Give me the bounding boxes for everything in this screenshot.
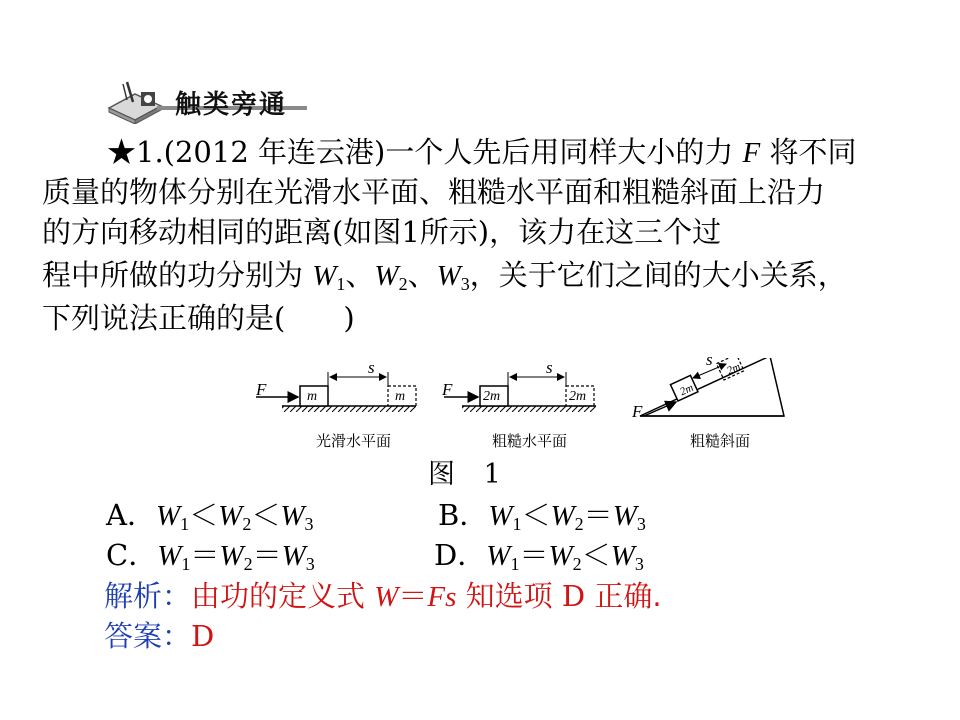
work-symbol: W — [312, 260, 337, 292]
force-symbol: F — [742, 137, 761, 169]
subscript: 2 — [243, 554, 253, 574]
question-line-2: 质量的物体分别在光滑水平面、粗糙水平面和粗糙斜面上沿力 — [42, 175, 826, 209]
answer-value: D — [191, 619, 215, 653]
analysis-label: 解析： — [104, 579, 192, 613]
figure-diagram — [248, 350, 788, 450]
analysis-choice: D — [561, 579, 586, 613]
force-label: F — [442, 380, 453, 399]
subscript: 2 — [574, 514, 584, 534]
work-symbol: W — [610, 540, 635, 572]
figure-label: 图 1 — [428, 459, 511, 490]
work-symbol: W — [486, 540, 511, 572]
question-line-5: 下列说法正确的是( ) — [42, 301, 355, 335]
work-symbol: W — [155, 500, 181, 532]
work-symbol: W — [612, 500, 637, 532]
notebook-icon — [105, 78, 165, 124]
option-letter: A． — [106, 498, 156, 532]
question-line-1 — [107, 132, 856, 173]
question-line-3: 的方向移动相同的距离(如图1所示)，该力在这三个过 — [42, 215, 722, 249]
mass-label: 2m — [483, 389, 501, 404]
mass-label: m — [307, 389, 318, 404]
relation: ＜ — [581, 538, 611, 572]
relation: ＝ — [519, 538, 549, 572]
question-line-4 — [42, 255, 847, 304]
work-symbol: W — [374, 260, 399, 292]
panel-caption: 粗糙斜面 — [690, 432, 751, 450]
formula-symbol: Fs — [427, 581, 457, 613]
subscript: 2 — [398, 274, 408, 294]
force-label: F — [632, 402, 643, 421]
relation: ＜ — [521, 498, 551, 532]
subscript: 3 — [636, 514, 646, 534]
work-symbol: W — [436, 260, 461, 292]
relation: ＝ — [190, 538, 220, 572]
subscript: 1 — [336, 274, 346, 294]
analysis-text: 正确. — [585, 579, 662, 613]
question-text: 程中所做的功分别为 — [42, 258, 313, 292]
mass-label: m — [395, 389, 406, 404]
question-text: 将不同 — [760, 135, 857, 169]
subscript: 3 — [634, 554, 644, 574]
force-label: F — [256, 380, 267, 399]
option-letter: C． — [106, 538, 158, 572]
subscript: 1 — [510, 554, 520, 574]
analysis-text: 知选项 — [456, 579, 562, 613]
work-symbol: W — [219, 540, 244, 572]
relation: ＝ — [583, 498, 613, 532]
section-title: 触类旁通 — [175, 90, 288, 120]
answer-line — [104, 616, 214, 656]
relation: ＜ — [251, 498, 281, 532]
subscript: 1 — [181, 554, 191, 574]
relation: ＜ — [189, 498, 219, 532]
option-letter: B． — [438, 498, 489, 532]
distance-label: s — [546, 358, 553, 377]
subscript: 2 — [242, 514, 252, 534]
subscript: 3 — [460, 274, 470, 294]
mass-label: 2m — [569, 389, 587, 404]
subscript: 1 — [512, 514, 522, 534]
mass-label: 2m — [725, 360, 743, 378]
section-badge — [105, 78, 310, 124]
work-symbol: W — [548, 540, 573, 572]
distance-label: s — [368, 358, 375, 377]
subscript: 3 — [305, 554, 315, 574]
mass-label: 2m — [678, 381, 696, 399]
work-symbol: W — [488, 500, 513, 532]
analysis-line — [104, 576, 662, 617]
panel-smooth-horizontal — [256, 372, 416, 412]
panel-caption: 粗糙水平面 — [492, 432, 568, 450]
work-symbol: W — [280, 500, 305, 532]
work-symbol: W — [550, 500, 575, 532]
question-text: ★1.(2012 年连云港)一个人先后用同样大小的力 — [107, 135, 743, 169]
work-symbol: W — [157, 540, 182, 572]
relation: ＝ — [252, 538, 282, 572]
subscript: 1 — [180, 514, 190, 534]
work-symbol: W — [281, 540, 306, 572]
distance-label: s — [706, 350, 713, 369]
separator: 、 — [407, 258, 437, 292]
panel-caption: 光滑水平面 — [316, 432, 392, 450]
formula-symbol: ＝ — [398, 579, 428, 613]
option-letter: D． — [434, 538, 487, 572]
subscript: 3 — [304, 514, 314, 534]
formula-symbol: W — [374, 581, 399, 613]
subscript: 2 — [572, 554, 582, 574]
question-text: ，关于它们之间的大小关系， — [469, 258, 847, 292]
analysis-text: 由功的定义式 — [191, 579, 375, 613]
answer-label: 答案： — [104, 619, 192, 653]
separator: 、 — [345, 258, 375, 292]
work-symbol: W — [218, 500, 243, 532]
